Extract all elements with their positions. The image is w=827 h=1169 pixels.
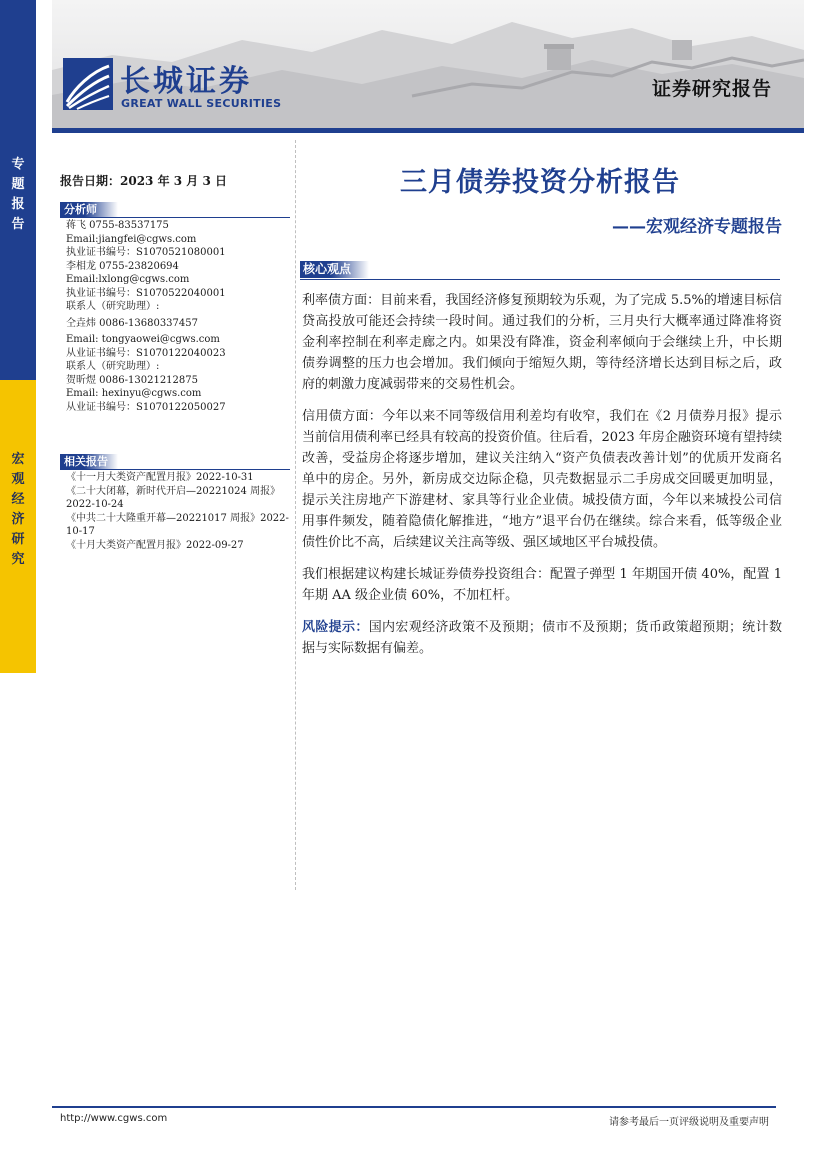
analyst-line: 贺昕煜 0086-13021212875: [66, 374, 198, 386]
risk-text: 国内宏观经济政策不及预期；债市不及预期；货币政策超预期；统计数据与实际数据有偏差。: [302, 620, 782, 656]
report-type-label: 证券研究报告: [651, 78, 772, 100]
logo-chinese-name: 长城证券: [120, 64, 252, 99]
analyst-line: Email:lxlong@cgws.com: [66, 274, 190, 285]
core-section-tag: 核心观点: [300, 261, 369, 278]
analyst-line: 联系人（研究助理）:: [66, 301, 160, 312]
footer-rule: [52, 1106, 776, 1108]
analyst-line: Email: hexinyu@cgws.com: [66, 388, 202, 399]
logo-english-name: GREAT WALL SECURITIES: [121, 97, 282, 110]
analyst-line: 仝垚炜 0086-13680337457: [66, 317, 198, 329]
related-report-item: 《十月大类资产配置月报》2022-09-27: [66, 539, 244, 551]
related-section-tag: 相关报告: [60, 454, 118, 469]
related-report-item: 《二十大闭幕，新时代开启—20221024 周报》2022-10-24: [66, 485, 281, 510]
report-subtitle: ——宏观经济专题报告: [612, 217, 782, 237]
core-paragraph-rates: 利率债方面：目前来看，我国经济修复预期较为乐观，为了完成 5.5%的增速目标信贷高投放可能还会持续一段时间。通过我们的分析，三月央行大概率通过降准将资金利率控制在利率走廊之内。如果没有降准，资金利率倾向于会继续上升，中长期债券调整的压力也会增加。我们倾向于缩短久期，等待经济增长达到目标之后，政府的刺激力度减弱带来的交易性机会。: [302, 293, 782, 392]
core-paragraph-portfolio: 我们根据建议构建长城证券债券投资组合：配置子弹型 1 年期国开债 40%，配置 1 年期 AA 级企业债 60%，不加杠杆。: [302, 567, 782, 603]
report-date: 报告日期：2023 年 3 月 3 日: [60, 174, 227, 188]
column-divider: [295, 140, 296, 890]
analyst-line: 从业证书编号：S1070122050027: [66, 401, 226, 413]
logo-mark-icon: [63, 58, 113, 110]
footer-disclaimer-note: 请参考最后一页评级说明及重要声明: [609, 1117, 769, 1128]
report-title: 三月债券投资分析报告: [400, 167, 680, 198]
footer-website-link[interactable]: http://www.cgws.com: [60, 1113, 168, 1124]
analyst-line: 执业证书编号：S1070522040001: [66, 287, 226, 299]
analysts-list: [66, 219, 291, 414]
analyst-line: Email:jiangfei@cgws.com: [66, 233, 197, 245]
sidebar-top-label: 专 题 报 告: [11, 157, 25, 232]
sidebar-bottom-label: 宏 观 经 济 研 究: [11, 452, 25, 567]
related-section-rule: [60, 469, 290, 470]
related-report-item: 《十一月大类资产配置月报》2022-10-31: [66, 472, 254, 483]
risk-paragraph: [302, 617, 782, 659]
analyst-line: 执业证书编号：S1070521080001: [66, 247, 226, 258]
analyst-line: 从业证书编号：S1070122040023: [66, 347, 226, 359]
analysts-section-tag: 分析师: [60, 202, 118, 217]
analyst-line: 李相龙 0755-23820694: [66, 260, 179, 272]
core-paragraph-credit: 信用债方面：今年以来不同等级信用利差均有收窄，我们在《2 月债券月报》提示当前信用债利率已经具有较高的投资价值。往后看，2023 年房企融资环境有望持续改善，受益房企将逐步增加，建议关注纳入“资产负债表改善计划”的优质开发商名单中的房企。另外，新房成交边际企稳，贝壳数据显示二手房成交回暖更加明显，提示关注房地产下游建材、家具等行业企业债。城投债方面，今年以来城投公司信用事件频发，随着隐债化解推进，“地方”退平台仍在继续。综合来看，低等级企业债性价比不高，后续建议关注高等级、强区域地区平台城投债。: [302, 409, 782, 550]
analysts-section-rule: [60, 217, 290, 218]
related-report-item: 《中共二十大隆重开幕—20221017 周报》2022-10-17: [66, 512, 289, 537]
risk-label: 风险提示：: [302, 620, 369, 635]
header-divider-bar: [52, 128, 804, 133]
analyst-line: Email: tongyaowei@cgws.com: [66, 334, 220, 345]
core-body: [302, 290, 782, 670]
core-section-rule: [300, 279, 780, 280]
related-reports-list: [66, 471, 291, 552]
analyst-line: 蒋飞 0755-83537175: [66, 220, 169, 231]
analyst-line: 联系人（研究助理）:: [66, 361, 160, 372]
